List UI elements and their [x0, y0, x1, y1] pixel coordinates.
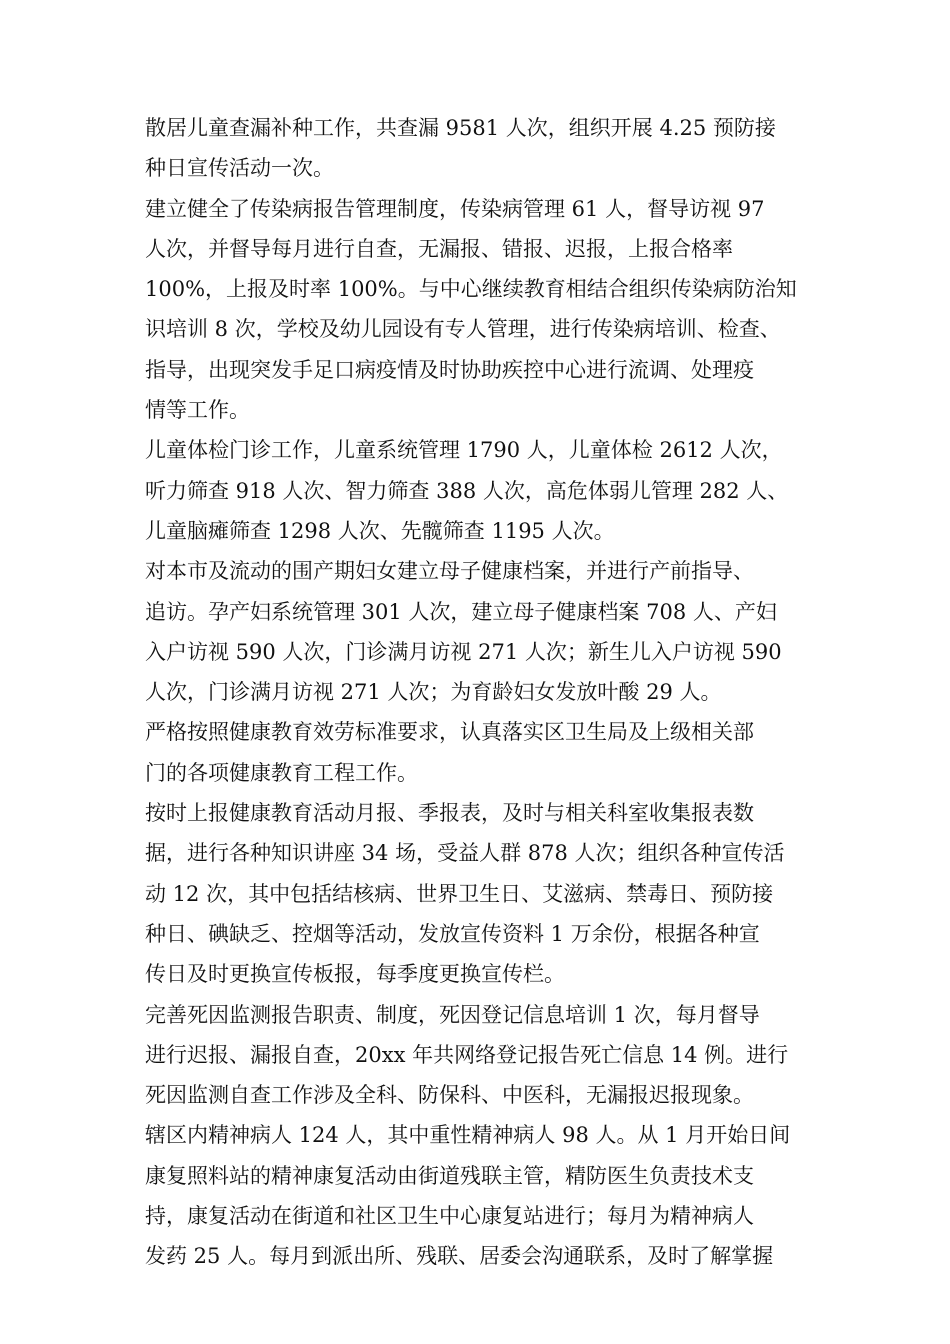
text-line: 种日宣传活动一次。	[145, 156, 334, 181]
text-line: 100%，上报及时率 100%。与中心继续教育相结合组织传染病防治知	[145, 277, 797, 302]
text-line: 按时上报健康教育活动月报、季报表，及时与相关科室收集报表数	[145, 801, 754, 826]
text-line: 识培训 8 次，学校及幼儿园设有专人管理，进行传染病培训、检查、	[145, 317, 781, 342]
text-line: 儿童脑瘫筛查 1298 人次、先髋筛查 1195 人次。	[145, 518, 615, 543]
text-line: 追访。孕产妇系统管理 301 人次，建立母子健康档案 708 人、产妇	[145, 599, 777, 624]
text-line: 对本市及流动的围产期妇女建立母子健康档案，并进行产前指导、	[145, 559, 754, 584]
text-line: 人次，并督导每月进行自查，无漏报、错报、迟报，上报合格率	[145, 236, 733, 261]
text-line: 散居儿童查漏补种工作，共查漏 9581 人次，组织开展 4.25 预防接	[145, 116, 776, 140]
text-line: 动 12 次，其中包括结核病、世界卫生日、艾滋病、禁毒日、预防接	[145, 881, 774, 906]
text-line: 儿童体检门诊工作，儿童系统管理 1790 人，儿童体检 2612 人次，	[145, 438, 783, 463]
document-body	[145, 108, 805, 1277]
text-line: 辖区内精神病人 124 人，其中重性精神病人 98 人。从 1 月开始日间	[145, 1123, 791, 1148]
text-line: 进行迟报、漏报自查，20xx 年共网络登记报告死亡信息 14 例。进行	[145, 1042, 789, 1067]
text-line: 人次，门诊满月访视 271 人次；为育龄妇女发放叶酸 29 人。	[145, 680, 722, 705]
text-line: 据，进行各种知识讲座 34 场，受益人群 878 人次；组织各种宣传活	[145, 841, 785, 866]
text-line: 听力筛查 918 人次、智力筛查 388 人次，高危体弱儿管理 282 人、	[145, 478, 789, 503]
text-line: 种日、碘缺乏、控烟等活动，发放宣传资料 1 万余份，根据各种宣	[145, 921, 760, 946]
text-line: 死因监测自查工作涉及全科、防保科、中医科，无漏报迟报现象。	[145, 1083, 754, 1108]
text-line: 发药 25 人。每月到派出所、残联、居委会沟通联系，及时了解掌握	[145, 1244, 774, 1269]
text-line: 传日及时更换宣传板报，每季度更换宣传栏。	[145, 962, 565, 987]
text-line: 康复照料站的精神康复活动由街道残联主管，精防医生负责技术支	[145, 1163, 754, 1188]
text-line: 持，康复活动在街道和社区卫生中心康复站进行；每月为精神病人	[145, 1204, 754, 1229]
text-line: 指导，出现突发手足口病疫情及时协助疾控中心进行流调、处理疫	[145, 357, 754, 382]
text-line: 建立健全了传染病报告管理制度，传染病管理 61 人，督导访视 97	[145, 196, 765, 221]
text-line: 入户访视 590 人次，门诊满月访视 271 人次；新生儿入户访视 590	[145, 639, 782, 664]
text-line: 完善死因监测报告职责、制度，死因登记信息培训 1 次，每月督导	[145, 1002, 760, 1027]
text-line: 严格按照健康教育效劳标准要求，认真落实区卫生局及上级相关部	[145, 720, 754, 745]
text-line: 门的各项健康教育工程工作。	[145, 760, 418, 785]
text-line: 情等工作。	[145, 398, 250, 423]
